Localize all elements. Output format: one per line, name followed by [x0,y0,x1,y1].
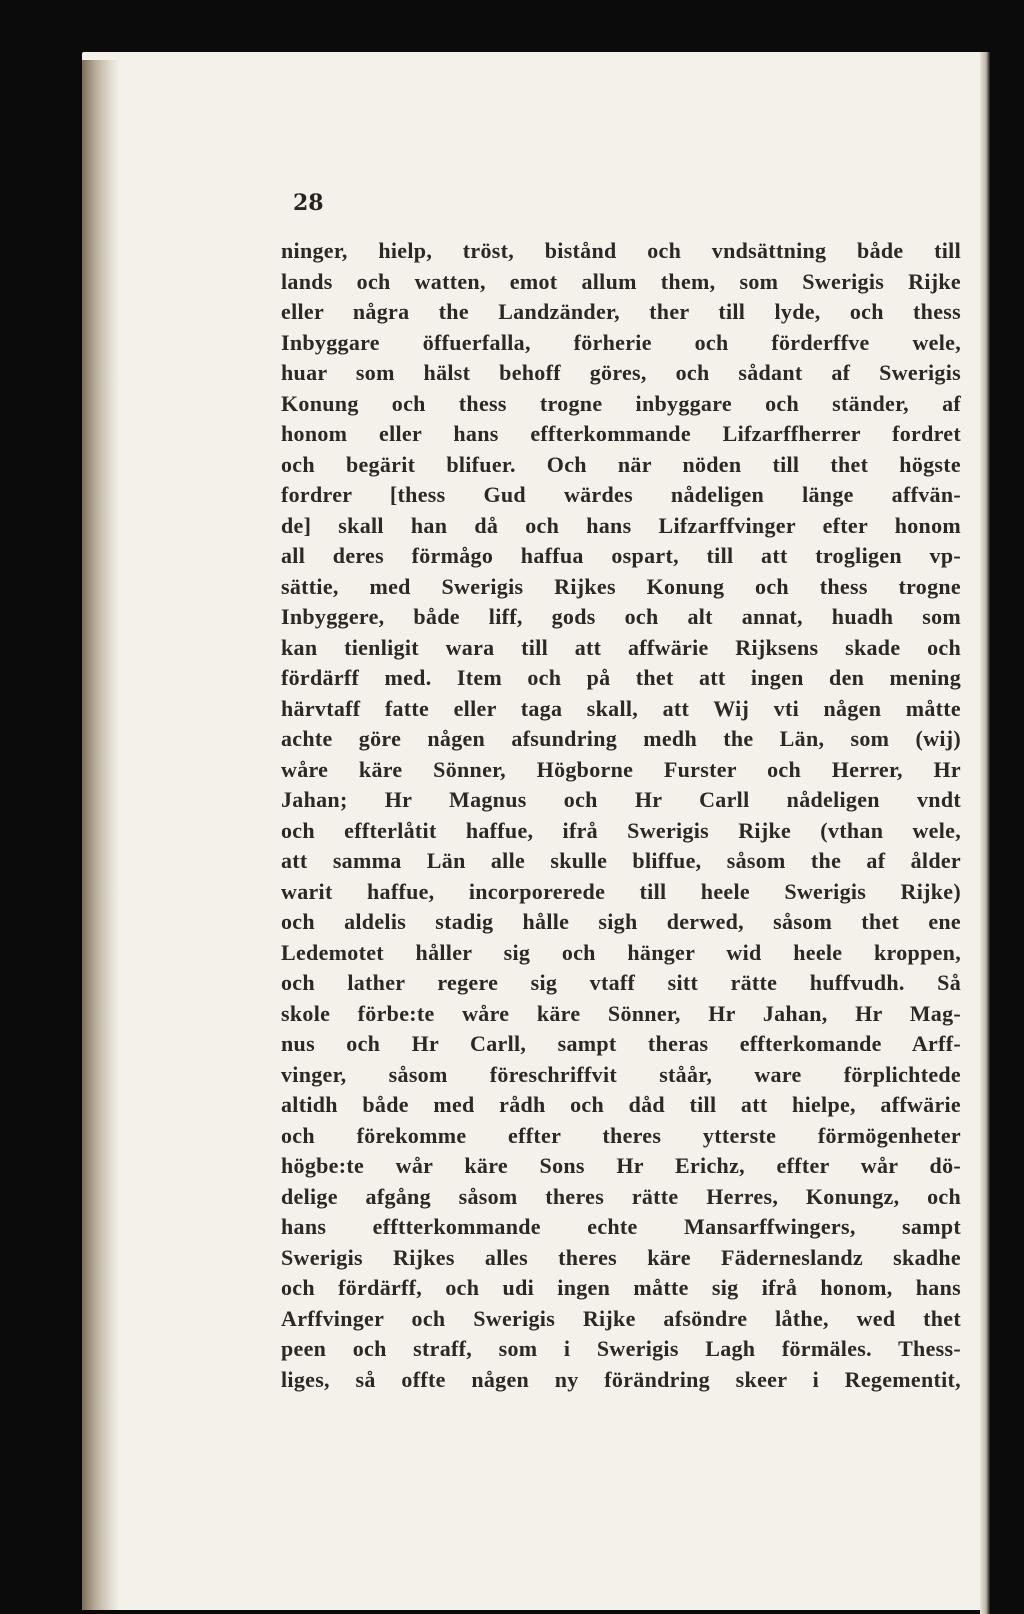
text-line: fördärff med. Item och på thet att ingen den mening [281,665,961,690]
text-line: skole förbe:te wåre käre Sönner, Hr Jahan, Hr Mag- [281,1000,961,1026]
body-text [281,236,961,1395]
text-line: och effterlåtit haffue, ifrå Swerigis Rijke (vthan wele, [281,817,961,843]
text-line: lands och watten, emot allum them, som Swerigis Rijke [281,268,961,294]
text-line: liges, så offte någen ny förändring skeer i Regementit, [281,1366,961,1392]
text-line: peen och straff, som i Swerigis Lagh förmäles. Thess- [281,1336,961,1361]
text-line: ninger, hielp, tröst, bistånd och vndsättning både till [281,238,961,263]
text-line: honom eller hans effterkommande Lifzarffherrer fordret [281,421,961,446]
text-line: hans efftterkommande echte Mansarffwingers, sampt [281,1214,961,1239]
text-line: och fördärff, och udi ingen måtte sig ifrå honom, hans [281,1275,961,1300]
text-line: achte göre någen afsundring medh the Län, som (wij) [281,726,961,751]
text-line: och begärit blifuer. Och när nöden till thet högste [281,451,961,477]
text-line: kan tienligit wara till att affwärie Rijksens skade och [281,634,961,660]
text-line: eller några the Landzänder, ther till lyde, och thess [281,299,961,324]
text-line: Jahan; Hr Magnus och Hr Carll nådeligen vndt [281,787,961,812]
text-line: härvtaff fatte eller taga skall, att Wij vti någen måtte [281,695,961,721]
text-line: Swerigis Rijkes alles theres käre Fäderneslandz skadhe [281,1244,961,1270]
page-edge [980,52,990,1614]
text-line: de] skall han då och hans Lifzarffvinger efter honom [281,512,961,538]
text-line: all deres förmågo haffua ospart, till att trogligen vp- [281,543,961,568]
text-line: Inbyggare öffuerfalla, förherie och förderffve wele, [281,329,961,355]
text-line: Inbyggere, både liff, gods och alt annat, huadh som [281,604,961,629]
text-line: delige afgång såsom theres rätte Herres, Konungz, och [281,1183,961,1209]
text-line: wåre käre Sönner, Högborne Furster och Herrer, Hr [281,756,961,782]
text-line: Arffvinger och Swerigis Rijke afsöndre låthe, wed thet [281,1305,961,1331]
text-line: warit haffue, incorporerede till heele Swerigis Rijke) [281,878,961,904]
text-line: Konung och thess trogne inbyggare och ständer, af [281,390,961,416]
page-number: 28 [293,190,324,216]
text-line: sättie, med Swerigis Rijkes Konung och thess trogne [281,573,961,599]
text-line: Ledemotet håller sig och hänger wid heele kroppen, [281,939,961,965]
page-gutter-shadow [82,60,120,1610]
text-line: och förekomme effter theres ytterste förmögenheter [281,1122,961,1148]
text-line: och lather regere sig vtaff sitt rätte huffvudh. Så [281,970,961,995]
text-line: högbe:te wår käre Sons Hr Erichz, effter wår dö- [281,1153,961,1178]
text-line: huar som hälst behoff göres, och sådant af Swerigis [281,360,961,385]
text-line: och aldelis stadig hålle sigh derwed, såsom thet ene [281,909,961,934]
text-line: vinger, såsom föreschriffvit ståår, ware förplichtede [281,1061,961,1087]
text-line: nus och Hr Carll, sampt theras effterkomande Arff- [281,1031,961,1056]
text-line: fordrer [thess Gud wärdes nådeligen länge affvän- [281,482,961,507]
text-line: att samma Län alle skulle bliffue, såsom the af ålder [281,848,961,873]
text-line: altidh både med rådh och dåd till att hielpe, affwärie [281,1092,961,1117]
